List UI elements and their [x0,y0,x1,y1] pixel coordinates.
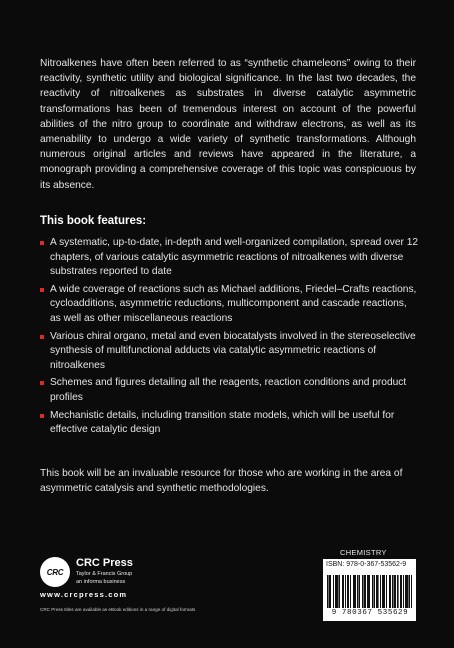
barcode-bar [329,575,330,608]
barcode-bar [374,575,375,608]
barcode-bar [390,575,391,608]
ebook-note: CRC Press titles are available as eBook editions in a range of digital formats [40,607,196,612]
barcode-bar [372,575,374,608]
barcode-bar [353,575,354,608]
barcode-bar [348,575,349,608]
barcode-bar [368,575,369,608]
intro-paragraph: Nitroalkenes have often been referred to as “synthetic chameleons” owing to their reactivity, synthetic utility and biological significance. In the last two decades, the reactivity of nitroalkenes as substrates in diverse catalytic asymmetric transformations has been of tremendous interest on account of the powerful abilities of the nitro group to coordinate and withdraw electrons, as well as its amenability to undergo a wide variety of synthetic transformations. Although numerous original articles and reviews have appeared in the literature, a monograph providing a comprehensive coverage of this topic was conspicuous by its absence. [40,58,416,191]
barcode-bar [350,575,351,608]
barcode-bar [389,575,390,608]
barcode-bar [397,575,399,608]
feature-item: Various chiral organo, metal and even biocatalysts involved in the stereoselective synthesis of multifunctional adducts via catalytic asymmetric reactions of nitroalkenes [40,330,420,374]
barcode-bar [355,575,356,608]
publisher-group: Taylor & Francis Group [76,571,133,577]
bullet-square-icon [40,288,44,292]
barcode-bar [401,575,402,608]
barcode-bar [394,575,395,608]
barcode-bar [380,575,381,608]
barcode-bar [384,575,385,608]
feature-item: A wide coverage of reactions such as Michael additions, Friedel–Crafts reactions, cycloadditions, asymmetric reductions, multicomponent and cascade reactions, as well as other miscellaneous reactions [40,283,420,327]
barcode-bar [395,575,396,608]
barcode-bar [407,575,409,608]
publisher-name: CRC Press [76,557,133,569]
feature-item: Mechanistic details, including transition state models, which will be useful for effective catalytic design [40,409,420,438]
bullet-square-icon [40,381,44,385]
barcode-bar [405,575,406,608]
barcode-bar [354,575,355,608]
barcode-bar [377,575,379,608]
features-heading: This book features: [40,215,147,227]
barcode-bar [376,575,377,608]
barcode-bar [362,575,364,608]
isbn-text: ISBN: 978-0-367-53562-9 [326,561,407,568]
publisher-website: www.crcpress.com [40,590,128,599]
barcode-bar [364,575,365,608]
barcode-bar [333,575,334,608]
barcode-bar [409,575,410,608]
barcode-bar [339,575,340,608]
crc-logo-icon: CRC [40,557,70,587]
barcode-bar [337,575,339,608]
barcode-bar [411,575,412,608]
barcode-bar [369,575,370,608]
barcode-bar [345,575,346,608]
barcode-bar [383,575,384,608]
barcode-bar [330,575,331,608]
barcode-bar [386,575,387,608]
barcode-bar [336,575,337,608]
features-list [40,236,420,441]
bullet-square-icon [40,335,44,339]
barcode-bar [359,575,360,608]
barcode-bar [343,575,344,608]
category-label: CHEMISTRY [340,548,387,557]
barcode-bar [327,575,329,608]
barcode-bar [406,575,407,608]
closing-paragraph: This book will be an invaluable resource for those who are working in the area of asymmetric catalysis and synthetic methodologies. [40,468,403,495]
bullet-square-icon [40,241,44,245]
barcode-bar [365,575,366,608]
barcode-icon [327,575,412,608]
barcode-digits: 9 780367 535629 [331,609,409,617]
barcode-bar [400,575,401,608]
barcode-bar [357,575,359,608]
publisher-tagline: an informa business [76,579,126,585]
feature-item: A systematic, up-to-date, in-depth and well-organized compilation, spread over 12 chapters, of various catalytic asymmetric reactions of nitroalkenes with diverse substrates reported to date [40,236,420,280]
barcode-bar [403,575,404,608]
bullet-square-icon [40,414,44,418]
barcode-bar [335,575,336,608]
isbn-barcode [323,559,416,621]
feature-item: Schemes and figures detailing all the reagents, reaction conditions and product profiles [40,376,420,405]
barcode-bar [392,575,394,608]
